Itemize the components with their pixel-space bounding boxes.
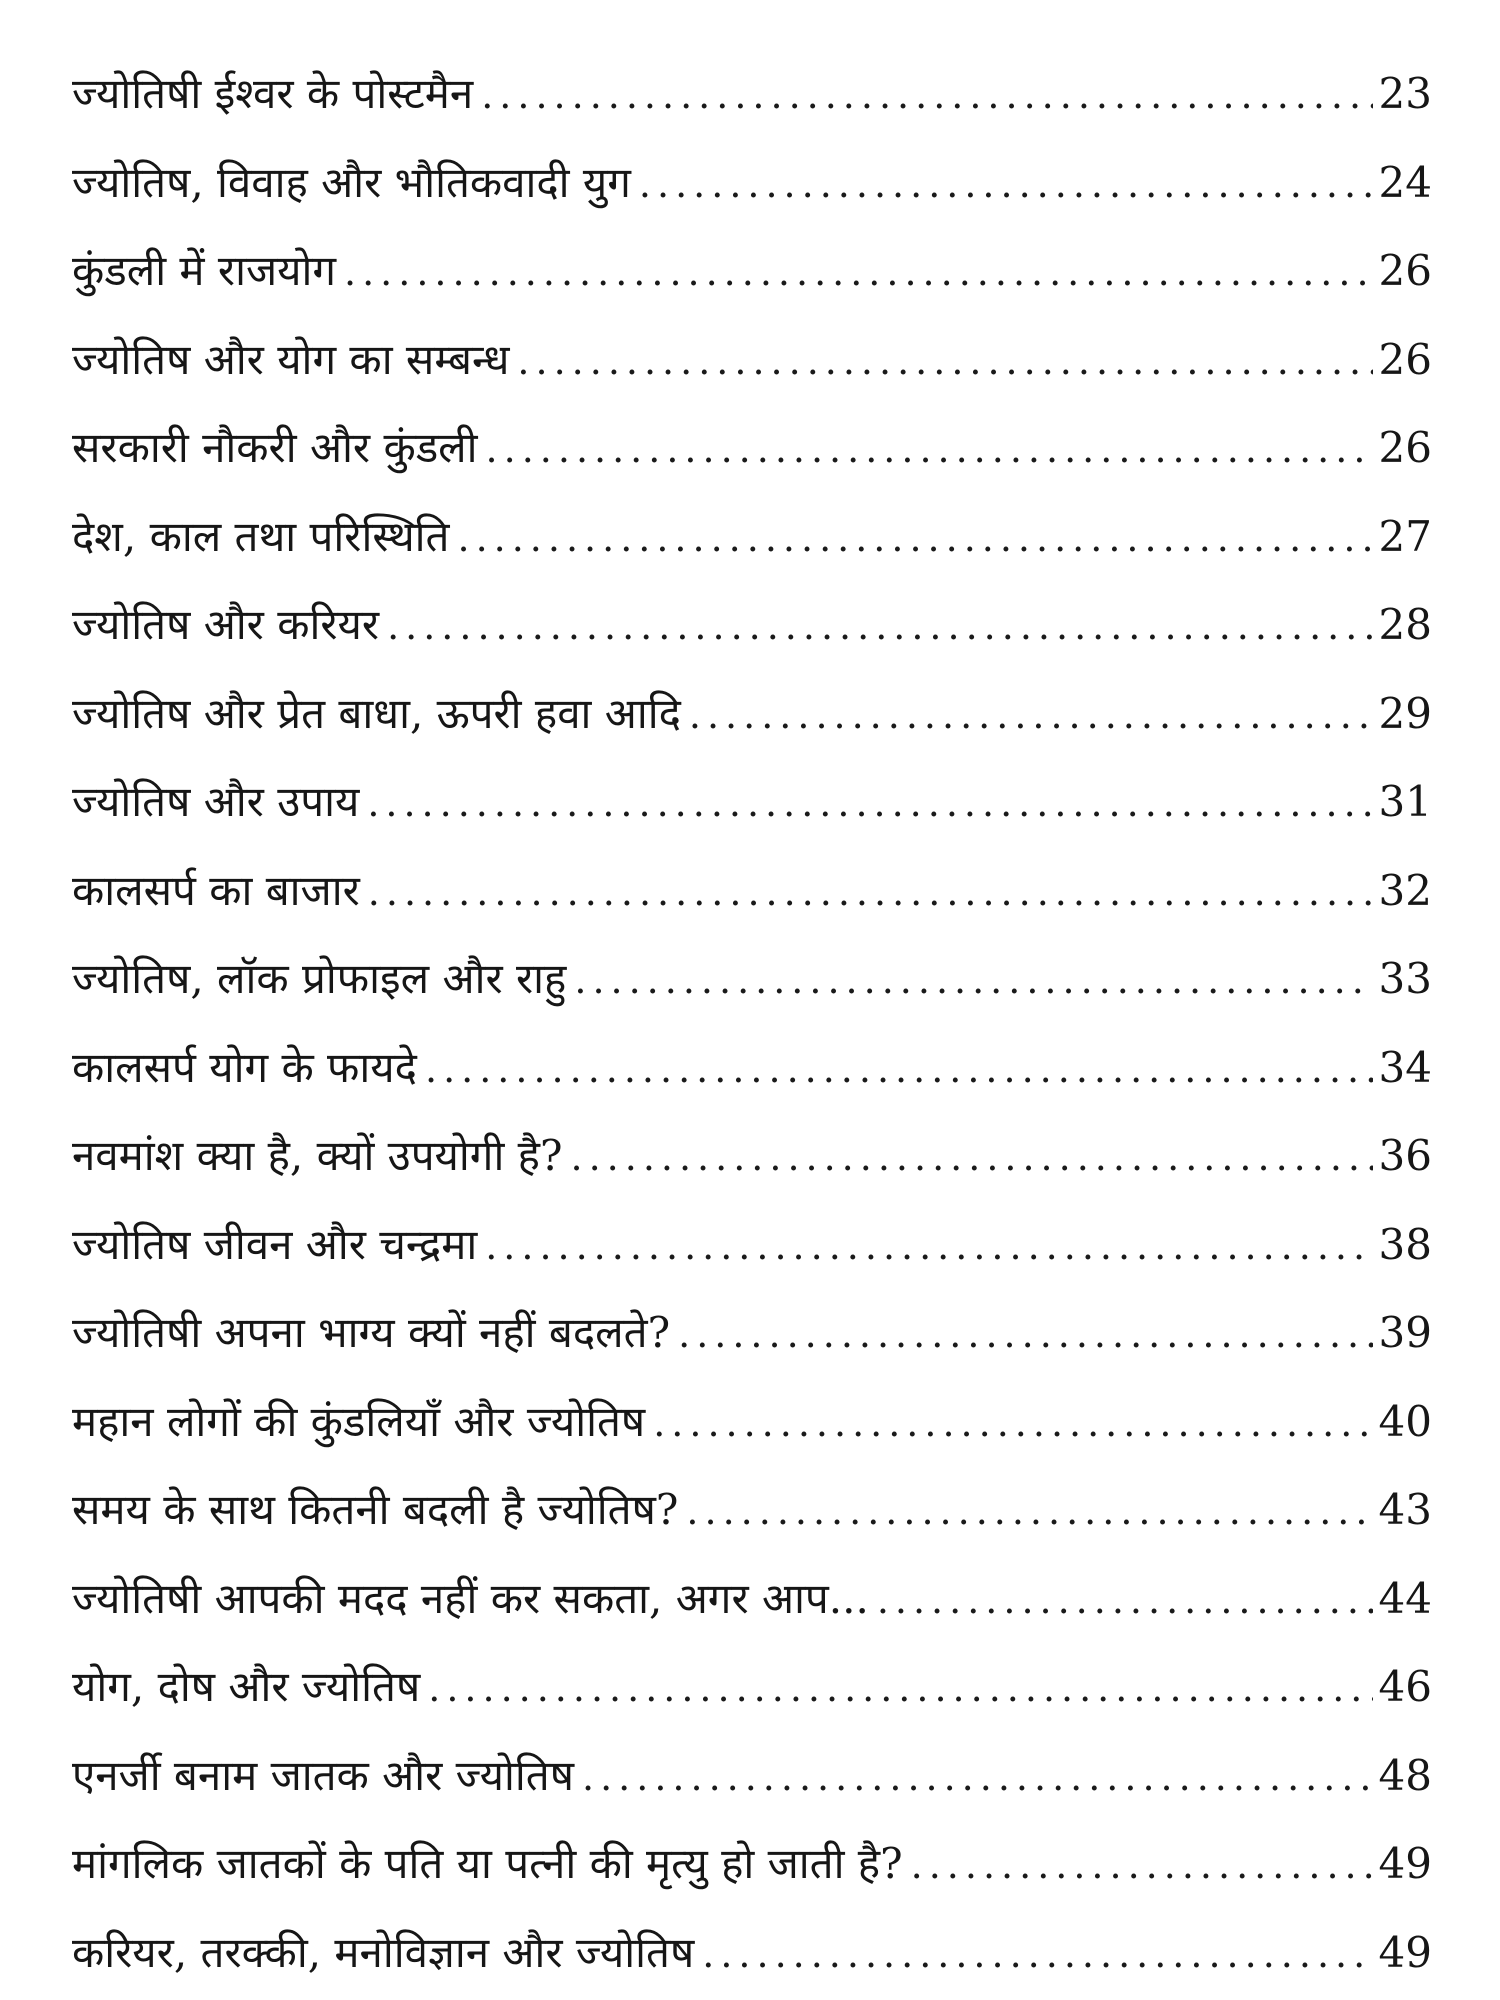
toc-entry-page: 43	[1378, 1485, 1432, 1534]
toc-entry-page: 26	[1378, 246, 1432, 295]
toc-entry-page: 36	[1378, 1131, 1432, 1180]
toc-entry-title: ज्योतिषी ईश्वर के पोस्टमैन	[72, 69, 474, 118]
toc-entry[interactable]	[72, 758, 1432, 847]
toc-entry[interactable]	[72, 1289, 1432, 1378]
toc-entry-title: योग, दोष और ज्योतिष	[72, 1662, 421, 1711]
toc-entry[interactable]	[72, 493, 1432, 582]
toc-entry[interactable]	[72, 1201, 1432, 1290]
toc-entry-page: 48	[1378, 1750, 1432, 1800]
toc-entry-page: 24	[1378, 157, 1432, 207]
toc-entry-page: 44	[1378, 1573, 1432, 1623]
toc-entry-page: 39	[1378, 1308, 1432, 1357]
dot-leader	[911, 1821, 1373, 1910]
dot-leader	[486, 405, 1373, 494]
dot-leader	[481, 51, 1372, 140]
dot-leader	[457, 494, 1372, 583]
dot-leader	[485, 1202, 1372, 1291]
dot-leader	[686, 1467, 1372, 1556]
toc-entry[interactable]	[72, 1820, 1432, 1909]
toc-entry[interactable]	[72, 670, 1432, 759]
toc-entry[interactable]	[72, 139, 1432, 228]
dot-leader	[517, 317, 1372, 406]
dot-leader	[367, 759, 1372, 848]
toc-entry-page: 49	[1378, 1927, 1432, 1977]
toc-entry-title: कुंडली में राजयोग	[72, 246, 337, 295]
toc-entry-title: समय के साथ कितनी बदली है ज्योतिष?	[72, 1485, 679, 1534]
toc-entry-title: ज्योतिष और उपाय	[72, 777, 360, 826]
dot-leader	[387, 582, 1372, 671]
toc-entry-page: 26	[1378, 423, 1432, 472]
dot-leader	[368, 848, 1373, 937]
toc-entry-title: ज्योतिष और योग का सम्बन्ध	[72, 334, 510, 384]
dot-leader	[425, 1025, 1373, 1114]
toc-entry-page: 29	[1378, 688, 1432, 738]
toc-entry-title: एनर्जी बनाम जातक और ज्योतिष	[72, 1750, 575, 1800]
toc-entry[interactable]	[72, 1555, 1432, 1644]
toc-entry-page: 27	[1378, 511, 1432, 561]
dot-leader	[582, 1733, 1373, 1822]
toc-entry[interactable]	[72, 1732, 1432, 1821]
toc-entry[interactable]	[72, 316, 1432, 405]
toc-entry-title: नवमांश क्या है, क्यों उपयोगी है?	[72, 1131, 563, 1180]
dot-leader	[678, 1290, 1372, 1379]
toc-entry-page: 26	[1378, 334, 1432, 384]
toc-entry-page: 49	[1378, 1839, 1432, 1888]
toc-entry-page: 28	[1378, 600, 1432, 649]
toc-entry[interactable]	[72, 935, 1432, 1024]
toc-entry-title: सरकारी नौकरी और कुंडली	[72, 423, 478, 472]
toc-entry-page: 34	[1378, 1042, 1432, 1092]
toc-entry-title: मांगलिक जातकों के पति या पत्नी की मृत्यु हो जाती है?	[72, 1839, 903, 1888]
toc-entry-title: ज्योतिष, विवाह और भौतिकवादी युग	[72, 157, 631, 207]
toc-entry-title: महान लोगों की कुंडलियाँ और ज्योतिष	[72, 1396, 646, 1446]
table-of-contents	[72, 50, 1432, 1997]
toc-entry[interactable]	[72, 581, 1432, 670]
toc-entry-page: 31	[1378, 777, 1432, 826]
toc-entry-page: 38	[1378, 1219, 1432, 1269]
dot-leader	[571, 1113, 1373, 1202]
dot-leader	[428, 1644, 1372, 1733]
toc-entry[interactable]	[72, 1466, 1432, 1555]
toc-entry-title: देश, काल तथा परिस्थिति	[72, 511, 450, 561]
toc-entry-page: 23	[1378, 69, 1432, 118]
toc-entry[interactable]	[72, 1378, 1432, 1467]
toc-entry-title: कालसर्प योग के फायदे	[72, 1042, 417, 1092]
toc-entry-page: 40	[1378, 1396, 1432, 1446]
toc-entry-title: ज्योतिष और करियर	[72, 600, 380, 649]
toc-entry[interactable]	[72, 50, 1432, 139]
dot-leader	[574, 936, 1372, 1025]
toc-entry-title: ज्योतिष, लॉक प्रोफाइल और राहु	[72, 954, 567, 1003]
toc-entry[interactable]	[72, 227, 1432, 316]
dot-leader	[653, 1379, 1372, 1468]
toc-entry[interactable]	[72, 1024, 1432, 1113]
dot-leader	[877, 1556, 1373, 1645]
toc-entry[interactable]	[72, 1909, 1432, 1998]
toc-entry[interactable]	[72, 404, 1432, 493]
dot-leader	[344, 228, 1373, 317]
toc-entry[interactable]	[72, 847, 1432, 936]
toc-entry-page: 46	[1378, 1662, 1432, 1711]
toc-entry-page: 32	[1378, 865, 1432, 915]
toc-entry[interactable]	[72, 1112, 1432, 1201]
toc-entry-title: करियर, तरक्की, मनोविज्ञान और ज्योतिष	[72, 1927, 695, 1977]
toc-entry-title: ज्योतिषी आपकी मदद नहीं कर सकता, अगर आप...	[72, 1573, 869, 1623]
toc-entry-title: ज्योतिष जीवन और चन्द्रमा	[72, 1219, 478, 1269]
dot-leader	[639, 140, 1373, 229]
dot-leader	[702, 1910, 1372, 1999]
dot-leader	[689, 671, 1373, 760]
toc-entry-title: कालसर्प का बाजार	[72, 865, 360, 915]
toc-entry[interactable]	[72, 1643, 1432, 1732]
toc-entry-title: ज्योतिषी अपना भाग्य क्यों नहीं बदलते?	[72, 1308, 671, 1357]
toc-entry-title: ज्योतिष और प्रेत बाधा, ऊपरी हवा आदि	[72, 688, 681, 738]
toc-entry-page: 33	[1378, 954, 1432, 1003]
